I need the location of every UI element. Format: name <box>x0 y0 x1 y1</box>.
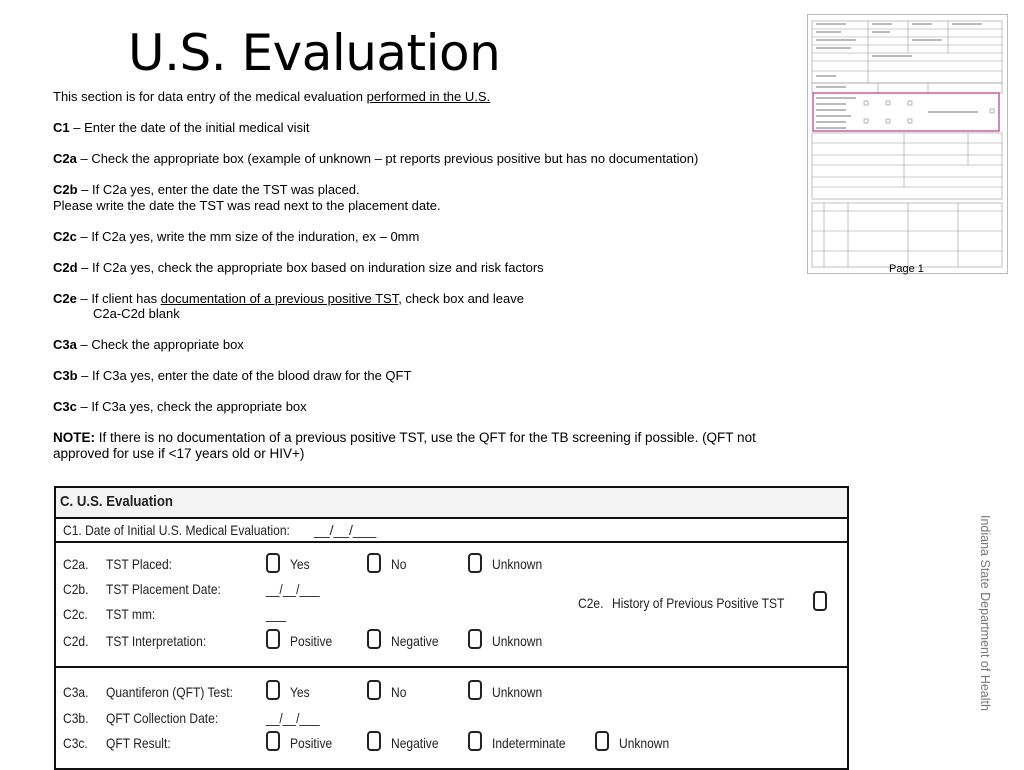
c3c-unknown-label: Unknown <box>619 735 670 751</box>
c1-row <box>56 519 847 543</box>
c2d-positive-checkbox[interactable] <box>266 629 280 649</box>
item-c2e: C2e – If client has documentation of a previous positive TST, check box and leave C2a-C2d blank <box>53 290 524 321</box>
c1-date-blank[interactable]: __/__/___ <box>314 522 377 538</box>
c3a-unknown-checkbox[interactable] <box>468 680 482 700</box>
c2d-label: TST Interpretation: <box>106 633 207 649</box>
c2d-unknown-label: Unknown <box>492 633 543 649</box>
c2e-code: C2e. <box>578 595 604 611</box>
us-evaluation-form <box>54 486 849 770</box>
item-c2c: C2c – If C2a yes, write the mm size of the induration, ex – 0mm <box>53 228 420 244</box>
instructions <box>53 89 803 478</box>
c3c-code: C3c. <box>63 735 88 751</box>
c2d-negative-label: Negative <box>391 633 439 649</box>
form-title: C. U.S. Evaluation <box>60 493 173 510</box>
c2a-code: C2a. <box>63 556 89 572</box>
c3a-code: C3a. <box>63 684 89 700</box>
c3c-negative-checkbox[interactable] <box>367 731 381 751</box>
item-c2d: C2d – If C2a yes, check the appropriate box based on induration size and risk factors <box>53 259 544 275</box>
c2b-date-blank[interactable]: __/__/___ <box>266 581 320 597</box>
c3a-no-checkbox[interactable] <box>367 680 381 700</box>
c2e-label: History of Previous Positive TST <box>612 595 785 611</box>
c3b-label: QFT Collection Date: <box>106 710 219 726</box>
item-c1: C1 – Enter the date of the initial medical visit <box>53 120 310 135</box>
form-thumbnail-image <box>808 15 1007 273</box>
c1-label: C1. Date of Initial U.S. Medical Evaluation: <box>63 522 290 538</box>
item-c3b: C3b – If C3a yes, enter the date of the blood draw for the QFT <box>53 368 412 383</box>
c3a-yes-label: Yes <box>290 684 310 700</box>
item-c2a: C2a – Check the appropriate box (example of unknown – pt reports previous positive but has no documentation) <box>53 151 699 166</box>
c2c-code: C2c. <box>63 606 88 622</box>
item-c3c: C3c – If C3a yes, check the appropriate box <box>53 399 307 414</box>
c3c-positive-checkbox[interactable] <box>266 731 280 751</box>
c2a-unknown-label: Unknown <box>492 556 543 572</box>
c3b-code: C3b. <box>63 710 89 726</box>
page-title: U.S. Evaluation <box>128 24 501 82</box>
c3c-negative-label: Negative <box>391 735 439 751</box>
section-divider <box>56 666 847 668</box>
c3c-indeterminate-checkbox[interactable] <box>468 731 482 751</box>
form-page-thumbnail <box>807 14 1008 274</box>
c2a-unknown-checkbox[interactable] <box>468 553 482 573</box>
c3a-label: Quantiferon (QFT) Test: <box>106 684 233 700</box>
c2e-history-checkbox[interactable] <box>813 591 827 611</box>
c2a-no-label: No <box>391 556 407 572</box>
form-header <box>56 488 847 519</box>
c3c-label: QFT Result: <box>106 735 171 751</box>
c2d-negative-checkbox[interactable] <box>367 629 381 649</box>
item-c3a: C3a – Check the appropriate box <box>53 337 244 352</box>
c2b-code: C2b. <box>63 581 89 597</box>
thumbnail-page-label: Page 1 <box>889 263 924 275</box>
c3a-yes-checkbox[interactable] <box>266 680 280 700</box>
c2d-code: C2d. <box>63 633 89 649</box>
c2a-yes-label: Yes <box>290 556 310 572</box>
c2d-unknown-checkbox[interactable] <box>468 629 482 649</box>
note: NOTE: If there is no documentation of a previous positive TST, use the QFT for the TB screening if possible. (QFT not approved for use if <17 years old or HIV+) <box>53 430 756 461</box>
side-org-label: Indiana State Department of Health <box>978 515 992 711</box>
item-c2b: C2b – If C2a yes, enter the date the TST was placed. Please write the date the TST was read next to the placement date. <box>53 182 441 213</box>
c3c-unknown-checkbox[interactable] <box>595 731 609 751</box>
c2d-positive-label: Positive <box>290 633 333 649</box>
c2a-yes-checkbox[interactable] <box>266 553 280 573</box>
c3c-positive-label: Positive <box>290 735 333 751</box>
c3a-no-label: No <box>391 684 407 700</box>
intro-text: This section is for data entry of the medical evaluation performed in the U.S. <box>53 89 491 104</box>
c3c-indeterminate-label: Indeterminate <box>492 735 566 751</box>
c2c-mm-blank[interactable]: ___ <box>266 606 287 622</box>
c2a-label: TST Placed: <box>106 556 173 572</box>
c2c-label: TST mm: <box>106 606 156 622</box>
c3a-unknown-label: Unknown <box>492 684 543 700</box>
c3b-date-blank[interactable]: __/__/___ <box>266 710 320 726</box>
c2a-no-checkbox[interactable] <box>367 553 381 573</box>
c2b-label: TST Placement Date: <box>106 581 221 597</box>
